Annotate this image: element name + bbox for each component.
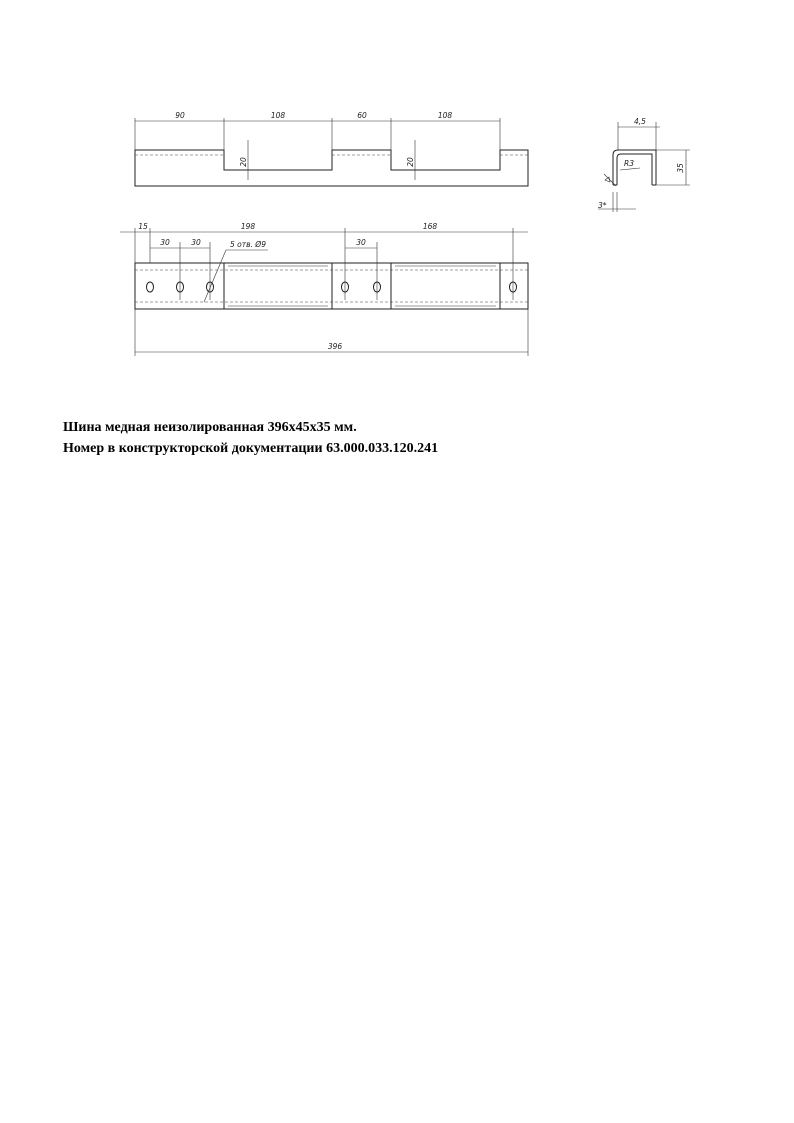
channel-profile-outer [613,150,656,185]
caption-doc-number: Номер в конструкторской документации 63.000.033.120.241 [63,441,439,456]
dim-label-108-b: 108 [437,111,453,120]
notch-depth-label-right: 20 [406,157,415,167]
section-width-label: 4,5 [634,117,646,126]
dim-label-pitch-1: 30 [160,238,170,247]
dim-label-60: 60 [357,111,367,120]
radius-label: R3 [624,159,634,168]
dim-label-198: 198 [240,222,256,231]
top-view-outline [135,150,528,186]
radius-leader [620,168,640,170]
dim-label-90: 90 [175,111,185,120]
holes-note-label: 5 отв. Ø9 [230,240,266,249]
dim-label-pitch-2: 30 [191,238,201,247]
thickness-label: 3* [598,201,607,210]
dim-label-15: 15 [138,222,148,231]
notch-depth-label-left: 20 [239,157,248,167]
section-height-label: 35 [676,163,685,173]
plan-view [120,222,528,356]
total-length-label: 396 [327,342,343,351]
dim-label-pitch-3: 30 [356,238,366,247]
technical-drawing [0,0,794,400]
caption-title: Шина медная неизолированная 396х45х35 мм. [63,420,357,435]
holes-note-leader [204,250,226,302]
dim-label-168: 168 [422,222,438,231]
hole [147,282,154,292]
section-view [598,117,690,212]
top-view [135,111,528,186]
dim-label-108-a: 108 [270,111,286,120]
